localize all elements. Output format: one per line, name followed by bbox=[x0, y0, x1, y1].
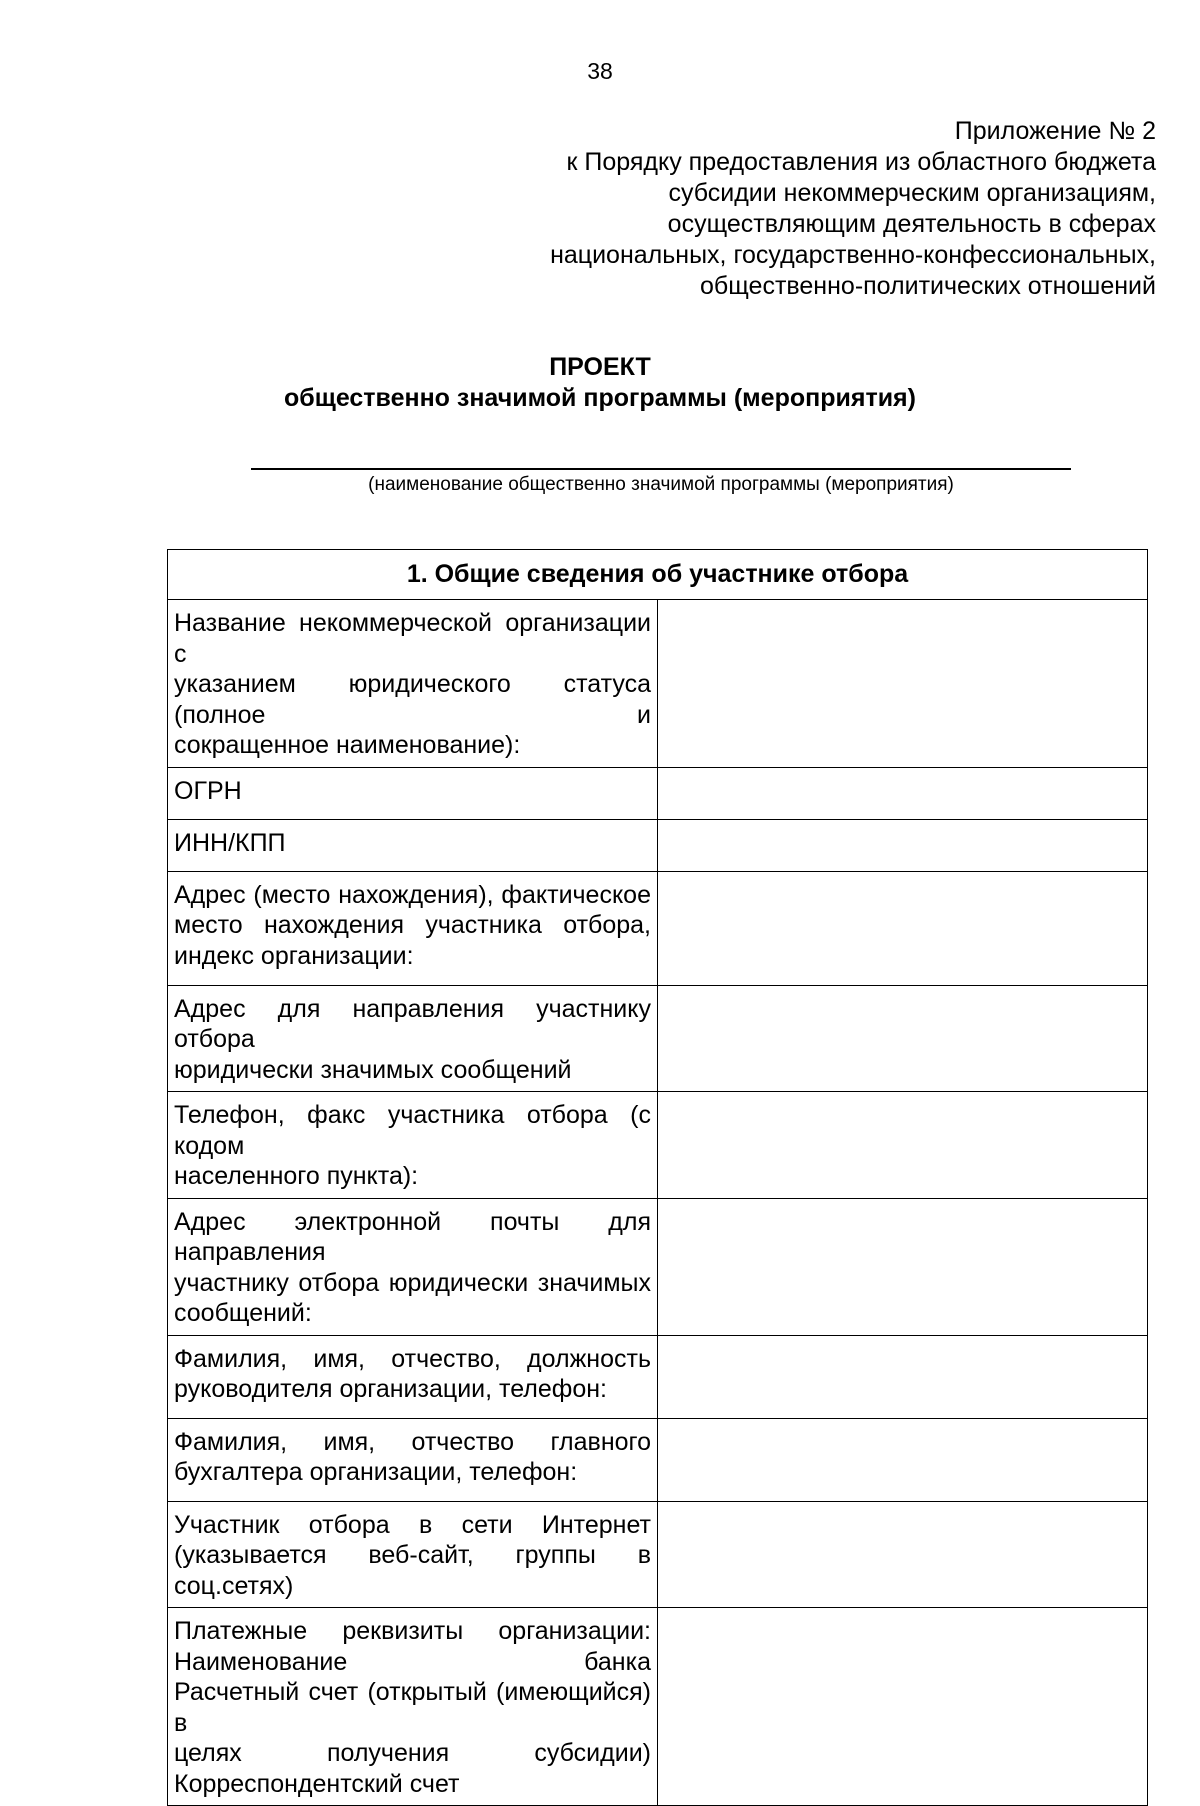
field-label-line: сообщений: bbox=[174, 1299, 312, 1327]
field-label-line: (указывается веб-сайт, группы в соц.сетях) bbox=[174, 1541, 651, 1600]
field-value-cell[interactable] bbox=[658, 767, 1148, 819]
field-label-line: Фамилия, имя, отчество главного bbox=[174, 1427, 651, 1456]
field-label bbox=[168, 1092, 658, 1199]
table-row bbox=[168, 1501, 1148, 1608]
field-label-line: ОГРН bbox=[174, 776, 242, 805]
page-number: 38 bbox=[587, 58, 613, 84]
field-label-line: Адрес (место нахождения), фактическое bbox=[174, 880, 651, 909]
appendix-header bbox=[396, 116, 1156, 302]
field-label-line: Платежные реквизиты организации: bbox=[174, 1617, 651, 1645]
field-label bbox=[168, 1198, 658, 1335]
title-line-2: общественно значимой программы (мероприятия) bbox=[284, 384, 916, 412]
field-label-line: Наименование банка bbox=[174, 1647, 651, 1676]
field-value-cell[interactable] bbox=[658, 1198, 1148, 1335]
field-label-line: Название некоммерческой организации с bbox=[174, 609, 651, 668]
table-row bbox=[168, 600, 1148, 768]
table-row bbox=[168, 1418, 1148, 1501]
field-value-cell[interactable] bbox=[658, 1092, 1148, 1199]
field-label-line: Участник отбора в сети Интернет bbox=[174, 1510, 651, 1539]
field-value-cell[interactable] bbox=[658, 1501, 1148, 1608]
field-value-cell[interactable] bbox=[658, 600, 1148, 768]
table-row bbox=[168, 1335, 1148, 1418]
field-value-cell[interactable] bbox=[658, 985, 1148, 1092]
field-label bbox=[168, 1335, 658, 1418]
appendix-line: общественно-политических отношений bbox=[700, 272, 1156, 300]
appendix-line: национальных, государственно-конфессиональных, bbox=[550, 241, 1156, 269]
field-label-line: Корреспондентский счет bbox=[174, 1769, 460, 1798]
field-label-line: указанием юридического статуса (полное и bbox=[174, 670, 651, 729]
document-title bbox=[0, 352, 1200, 414]
field-label bbox=[168, 1418, 658, 1501]
field-label-line: Адрес для направления участнику отбора bbox=[174, 994, 651, 1053]
table-row bbox=[168, 1198, 1148, 1335]
field-label-line: индекс организации: bbox=[174, 941, 414, 970]
field-label-line: бухгалтера организации, телефон: bbox=[174, 1458, 578, 1486]
field-value-cell[interactable] bbox=[658, 871, 1148, 985]
table-row bbox=[168, 1092, 1148, 1199]
field-label-line: Телефон, факс участника отбора (с кодом bbox=[174, 1101, 651, 1160]
table-row bbox=[168, 819, 1148, 871]
field-label-line: ИНН/КПП bbox=[174, 828, 286, 857]
appendix-line: к Порядку предоставления из областного бюджета bbox=[566, 148, 1156, 176]
field-label-line: Фамилия, имя, отчество, должность bbox=[174, 1344, 651, 1373]
field-value-cell[interactable] bbox=[658, 1608, 1148, 1806]
field-value-cell[interactable] bbox=[658, 1418, 1148, 1501]
field-value-cell[interactable] bbox=[658, 1335, 1148, 1418]
program-name-blank-line[interactable] bbox=[251, 468, 1071, 470]
table-row bbox=[168, 767, 1148, 819]
field-label-line: руководителя организации, телефон: bbox=[174, 1375, 607, 1403]
applicant-info-table bbox=[167, 549, 1148, 1806]
field-label bbox=[168, 1608, 658, 1806]
table-row bbox=[168, 985, 1148, 1092]
appendix-line: субсидии некоммерческим организациям, bbox=[668, 179, 1156, 207]
section-header-row bbox=[168, 550, 1148, 600]
field-label-line: юридически значимых сообщений bbox=[174, 1055, 572, 1084]
section-title: 1. Общие сведения об участнике отбора bbox=[168, 550, 1148, 600]
table-row bbox=[168, 871, 1148, 985]
field-label bbox=[168, 600, 658, 768]
field-label bbox=[168, 1501, 658, 1608]
field-label-line: Адрес электронной почты для направления bbox=[174, 1207, 651, 1266]
field-label bbox=[168, 767, 658, 819]
field-label-line: целях получения субсидии) bbox=[174, 1739, 651, 1767]
field-label bbox=[168, 819, 658, 871]
field-label-line: сокращенное наименование): bbox=[174, 731, 521, 759]
title-line-1: ПРОЕКТ bbox=[549, 353, 651, 381]
appendix-line: Приложение № 2 bbox=[954, 117, 1156, 145]
field-label bbox=[168, 985, 658, 1092]
appendix-line: осуществляющим деятельность в сферах bbox=[667, 210, 1156, 238]
table-row bbox=[168, 1608, 1148, 1806]
field-value-cell[interactable] bbox=[658, 819, 1148, 871]
field-label bbox=[168, 871, 658, 985]
field-label-line: Расчетный счет (открытый (имеющийся) в bbox=[174, 1678, 651, 1737]
field-label-line: место нахождения участника отбора, bbox=[174, 911, 651, 939]
program-name-caption: (наименование общественно значимой программы (мероприятия) bbox=[368, 474, 954, 495]
field-label-line: населенного пункта): bbox=[174, 1162, 419, 1190]
field-label-line: участнику отбора юридически значимых bbox=[174, 1268, 651, 1297]
